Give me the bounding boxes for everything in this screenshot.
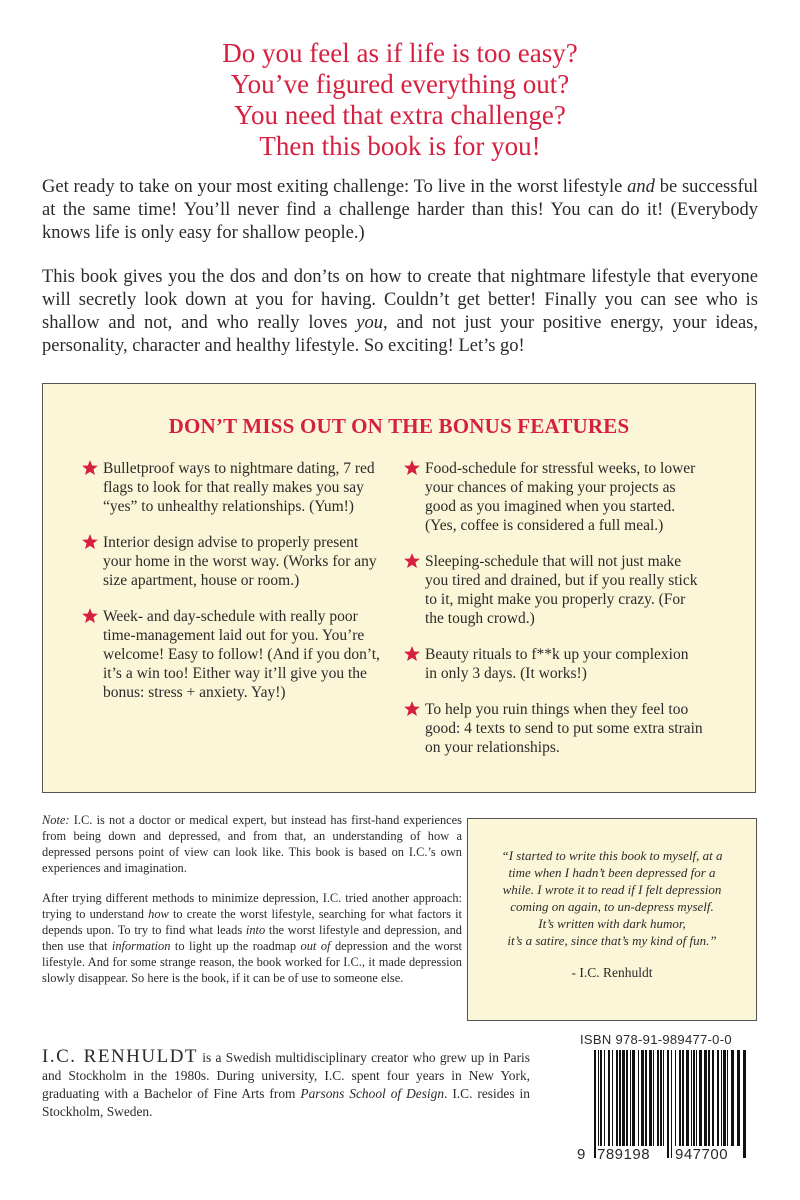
quote-line: while. I wrote it to read if I felt depression [502, 882, 722, 897]
intro-p1-text-a: Get ready to take on your most exiting challenge: To live in the worst lifestyle [42, 177, 628, 197]
note-p1-text: I.C. is not a doctor or medical expert, but instead has first-hand experiences from being down and depressed, and from that, an understanding of how a depressed persons point of view can look like. This book is based on I.C.’s own experiences and imagination. [42, 813, 462, 875]
barcode-digits [574, 1146, 764, 1172]
note-p2-emphasis: information [111, 939, 171, 953]
intro-paragraph-2 [42, 266, 758, 358]
barcode-bar [731, 1050, 734, 1146]
barcode-bar [653, 1050, 654, 1146]
intro-p1-emphasis: and [627, 177, 655, 197]
barcode-bar [645, 1050, 647, 1146]
bonus-item-text: Bulletproof ways to nightmare dating, 7 red flags to look for that really makes you say “yes” to unhealthy relationships. (Yum!) [103, 460, 375, 515]
quote-line: it’s a satire, since that’s my kind of fun.” [507, 933, 717, 948]
bonus-item [403, 552, 703, 628]
barcode-bar [612, 1050, 613, 1146]
quote-line: coming on again, to un-depress myself. [510, 899, 714, 914]
barcode-bar [641, 1050, 644, 1146]
quote-line: “I started to write this book to myself, at a [501, 848, 723, 863]
barcode-bar [598, 1050, 599, 1158]
barcode-bar [616, 1050, 618, 1146]
barcode-bar [604, 1050, 605, 1146]
barcode-bar [712, 1050, 714, 1146]
bonus-item [81, 607, 381, 702]
bonus-item-text: Beauty rituals to f**k up your complexion in only 3 days. (It works!) [425, 646, 689, 682]
quote-line: time when I hadn’t been depressed for a [508, 865, 716, 880]
bonus-column-left [81, 459, 381, 719]
note-p2-text: depression and the worst lifestyle. And for some strange reason, the book worked for I.C., it made depression slowly disappear. So here is the book, if it can be of use to someone else. [42, 939, 462, 985]
note-p2-emphasis: out of [300, 939, 331, 953]
barcode-bar [660, 1050, 662, 1146]
barcode-bar [638, 1050, 639, 1146]
bonus-item-text: To help you ruin things when they feel too good: 4 texts to send to put some extra strain on your relationships. [425, 701, 703, 756]
bonus-item-text: Sleeping-schedule that will not just make you tired and drained, but if you really stick to it, might make you properly crazy. (For the tough crowd.) [425, 553, 698, 627]
bonus-item-text: Week- and day-schedule with really poor time-management laid out for you. You’re welcome! Easy to follow! (And if you don’t, it’s a win too! Either way it’ll give you the bonus: stress + anxiety. Yay!) [103, 608, 380, 701]
note-p2-text: to create the worst lifestyle, searching for what factors it depends upon. To try to find what leads [42, 907, 462, 937]
bio-school: Parsons School of Design [300, 1086, 445, 1101]
barcode-bar [600, 1050, 602, 1146]
barcode-bar [671, 1050, 672, 1158]
star-icon [81, 607, 99, 625]
barcode-bar [737, 1050, 740, 1146]
tagline-line-2: You’ve figured everything out? [230, 69, 570, 99]
note-label: Note: [42, 813, 70, 827]
barcode-digits-left: 789198 [597, 1146, 651, 1163]
barcode-bar [649, 1050, 652, 1146]
tagline [0, 38, 800, 162]
bonus-item [81, 533, 381, 590]
note-p2-emphasis: how [148, 907, 169, 921]
note-p2-text: After trying different methods to minimize depression, I.C. tried another approach: trying to understand [42, 891, 462, 921]
bonus-item [403, 645, 703, 683]
author-bio [42, 1048, 530, 1121]
barcode-bar [696, 1050, 697, 1146]
bonus-item-text: Food-schedule for stressful weeks, to lower your chances of making your projects as good as you imagined when you started. (Yes, coffee is considered a full meal.) [425, 460, 696, 534]
intro-paragraph-1 [42, 176, 758, 245]
barcode-bar [679, 1050, 681, 1146]
barcode-bar [693, 1050, 695, 1146]
barcode-bar [608, 1050, 610, 1146]
star-icon [403, 552, 421, 570]
barcode-digit-first: 9 [577, 1146, 586, 1163]
star-icon [81, 533, 99, 551]
barcode-bar [708, 1050, 710, 1146]
bio-text-b: . I.C. resides in Stockholm, Sweden. [42, 1086, 530, 1119]
barcode-bar [723, 1050, 726, 1146]
bonus-item [403, 700, 703, 757]
intro-p2-emphasis: you [356, 313, 383, 333]
barcode-bar [727, 1050, 728, 1146]
barcode-bar [699, 1050, 702, 1146]
barcode-bar [704, 1050, 707, 1146]
intro-p2-text-b: , and not just your positive energy, your ideas, personality, character and healthy lifestyle. So exciting! Let’s go! [42, 313, 759, 356]
note-p2-emphasis: into [245, 923, 266, 937]
barcode-bar [626, 1050, 628, 1146]
note-paragraph-2 [42, 890, 462, 986]
star-icon [403, 700, 421, 718]
barcode-bar [630, 1050, 631, 1146]
barcode-bar [691, 1050, 692, 1146]
barcode-bar [619, 1050, 621, 1146]
bonus-item-text: Interior design advise to properly present your home in the worst way. (Works for any size apartment, house or room.) [103, 534, 377, 589]
barcode-bar [682, 1050, 684, 1146]
star-icon [81, 459, 99, 477]
bonus-title: DON’T MISS OUT ON THE BONUS FEATURES [168, 414, 630, 438]
star-icon [403, 645, 421, 663]
bonus-features-box [42, 383, 756, 793]
barcode-bar [657, 1050, 659, 1146]
barcode-bar [721, 1050, 722, 1146]
quote-text [476, 847, 748, 949]
barcode-bar [622, 1050, 625, 1146]
quote-line: It’s written with dark humor, [538, 916, 686, 931]
bio-text-a: is a Swedish multidisciplinary creator who grew up in Paris and Stockholm in the 1980s. During university, I.C. spent four years in New York, graduating with a Bachelor of Fine Arts from [42, 1050, 530, 1101]
quote-author: - I.C. Renhuldt [571, 965, 653, 980]
note-p2-text: the worst lifestyle and depression, and then use that [42, 923, 462, 953]
barcode-bar [594, 1050, 596, 1158]
tagline-line-1: Do you feel as if life is too easy? [222, 38, 578, 68]
tagline-line-4: Then this book is for you! [259, 131, 541, 161]
intro-p2-text-a: This book gives you the dos and don’ts on how to create that nightmare lifestyle that everyone will secretly look down at you for having. Couldn’t get better! Finally you can see who is shallow and not, and who really loves [42, 267, 758, 333]
bonus-item [403, 459, 703, 535]
note-p2-text: to light up the roadmap [170, 939, 301, 953]
bonus-item [81, 459, 381, 516]
barcode-bar [717, 1050, 719, 1146]
isbn-label: ISBN 978-91-989477-0-0 [580, 1032, 732, 1047]
star-icon [403, 459, 421, 477]
intro-p1-text-b: be successful at the same time! You’ll never find a challenge harder than this! You can do it! (Everybody knows life is only easy for shallow people.) [42, 177, 759, 243]
author-quote-box [467, 818, 757, 1021]
barcode-bar [667, 1050, 669, 1158]
barcode-bar [743, 1050, 746, 1158]
note-paragraph-1 [42, 812, 462, 876]
tagline-line-3: You need that extra challenge? [234, 100, 566, 130]
barcode-bar [686, 1050, 689, 1146]
bonus-column-right [403, 459, 703, 774]
barcode-digits-right: 947700 [675, 1146, 729, 1163]
barcode-bar [675, 1050, 676, 1146]
author-name: I.C. RENHULDT [42, 1046, 199, 1067]
barcode-bar [663, 1050, 664, 1146]
barcode-bar [632, 1050, 635, 1146]
